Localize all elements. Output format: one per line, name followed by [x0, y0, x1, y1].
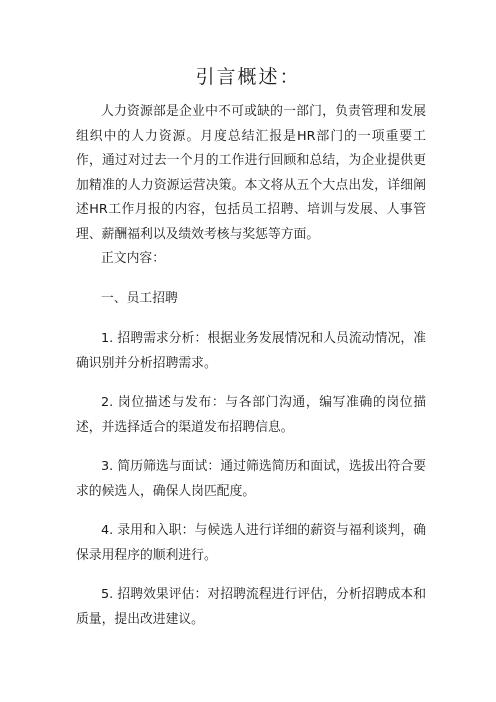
list-item: 3. 简历筛选与面试：通过筛选简历和面试，选拔出符合要求的候选人，确保人岗匹配度。 [76, 459, 426, 499]
list-item: 2. 岗位描述与发布：与各部门沟通，编写准确的岗位描述，并选择适合的渠道发布招聘信息。 [76, 395, 426, 435]
intro-paragraph: 人力资源部是企业中不可或缺的一部门，负责管理和发展组织中的人力资源。月度总结汇报是HR部门的一项重要工作，通过对过去一个月的工作进行回顾和总结，为企业提供更加精准的人力资源运营决策。本文将从五个大点出发，详细阐述HR工作月报的内容，包括员工招聘、培训与发展、人事管理、薪酬福利以及绩效考核与奖惩等方面。 [76, 104, 426, 242]
section-heading: 一、员工招聘 [101, 291, 178, 306]
list-item: 4. 录用和入职：与候选人进行详细的薪资与福利谈判，确保录用程序的顺利进行。 [76, 523, 426, 563]
body-heading: 正文内容： [101, 251, 165, 266]
list-item: 1. 招聘需求分析：根据业务发展情况和人员流动情况，准确识别并分析招聘需求。 [76, 331, 426, 371]
list-item: 5. 招聘效果评估：对招聘流程进行评估，分析招聘成本和质量，提出改进建议。 [76, 587, 426, 627]
document-title: 引言概述： [195, 66, 301, 88]
